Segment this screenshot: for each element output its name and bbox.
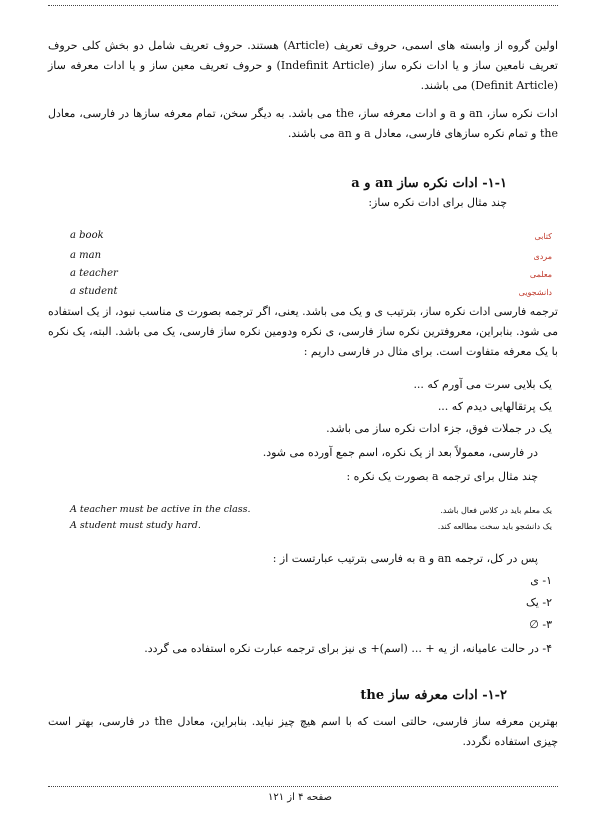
translation-intro: چند مثال برای ترجمه a بصورت یک نکره : <box>346 470 538 483</box>
intro-paragraph-1: اولین گروه از وابسته های اسمی، حروف تعریف (Article) هستند. حروف تعریف شامل دو بخش کلی حروف تعریف نامعین ساز و یا ادات نکره ساز (Indefinit Article) و حروف تعریف معین ساز و یا ادات معرفه ساز (Definit Article) می باشند. <box>48 39 559 92</box>
example-en: a teacher <box>70 268 118 279</box>
summary-line: پس در کل، ترجمه an و a به فارسی بترتیب عبارتست از : <box>272 552 538 565</box>
example-fa: دانشجویی <box>518 288 552 297</box>
list-item: ۴- در حالت عامیانه، از یه + ... (اسم)+ ی نیز برای ترجمه عبارت نکره استفاده می گردد. <box>144 642 552 655</box>
sentence-en: A student must study hard. <box>70 520 201 531</box>
page-number: صفحه ۴ از ۱۲۱ <box>267 792 332 803</box>
example-fa: کتابی <box>534 232 552 241</box>
example-en: a student <box>70 286 118 297</box>
list-item: ۲- یک <box>525 596 552 609</box>
translation-paragraph: ترجمه فارسی ادات نکره ساز، بترتیب ی و یک می باشد. یعنی، اگر ترجمه بصورت ی مناسب نبود، از یک استفاده می شود. بنابراین، معروفترین نکره ساز فارسی، ی نکره ودومین نکره ساز فارسی، یک می باشد. البته، یک نکره با یک معرفه متفاوت است. برای مثال در فارسی داریم : <box>48 305 558 358</box>
list-item: ۱- ی <box>530 574 552 587</box>
intro-paragraph-2: ادات نکره ساز، an و a و ادات معرفه ساز، the می باشد. به دیگر سخن، تمام معرفه سازها در فارسی، معادل the و تمام نکره سازهای فارسی، معادل a و an می باشند. <box>48 107 558 140</box>
example-en: a man <box>70 250 102 261</box>
plural-note: در فارسی، معمولاً بعد از یک نکره، اسم جمع آورده می شود. <box>262 446 538 459</box>
section1-subheading: چند مثال برای ادات نکره ساز: <box>368 196 507 209</box>
example-line: یک بلایی سرت می آورم که ... <box>413 378 552 391</box>
header-rule <box>48 5 558 6</box>
example-fa: معلمی <box>529 270 552 279</box>
list-item: ۳- ∅ <box>529 618 552 631</box>
section2-paragraph: بهترین معرفه ساز فارسی، حالتی است که با اسم هیچ چیز نیاید. بنابراین، معادل the در فارسی، بهتر است چیزی استفاده نگردد. <box>48 715 558 748</box>
section2-heading: ۱-۲- ادات معرفه ساز the <box>360 688 507 703</box>
sentence-fa: یک دانشجو باید سخت مطالعه کند. <box>437 522 552 531</box>
example-line: یک در جملات فوق، جزء ادات نکره ساز می باشد. <box>326 422 552 435</box>
example-fa: مردی <box>533 252 552 261</box>
example-line: یک پرتقالهایی دیدم که ... <box>437 400 552 413</box>
footer-rule <box>48 786 558 787</box>
sentence-en: A teacher must be active in the class. <box>70 504 251 515</box>
example-en: a book <box>70 230 104 241</box>
sentence-fa: یک معلم باید در کلاس فعال باشد. <box>440 506 552 515</box>
section1-heading: ۱-۱- ادات نکره ساز an و a <box>351 176 507 191</box>
